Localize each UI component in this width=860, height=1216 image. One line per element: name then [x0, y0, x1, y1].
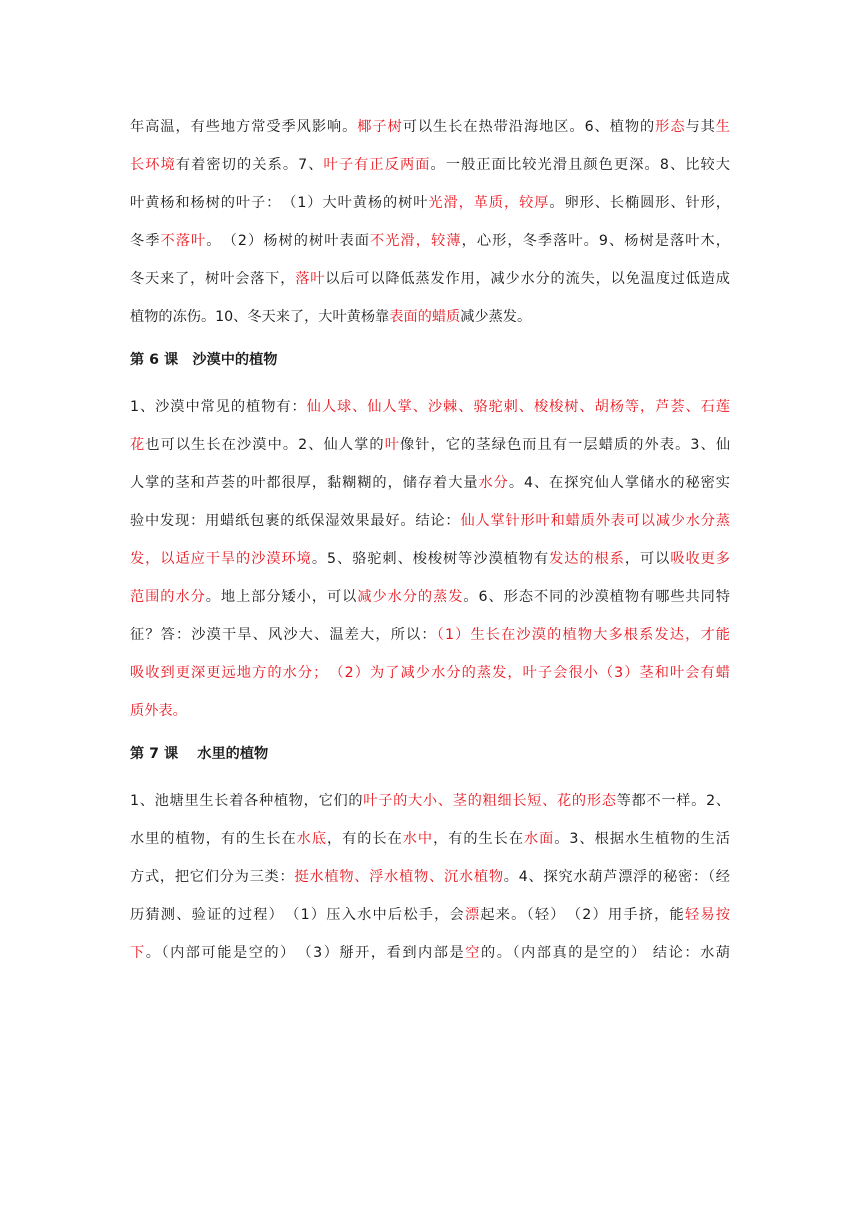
- text-line: [130, 146, 730, 184]
- highlighted-text: 落叶: [295, 271, 326, 287]
- document-body: [130, 108, 730, 972]
- body-text: ，有的生长在: [433, 831, 524, 847]
- highlighted-text: 仙人掌针形叶和蜡质外表可以减少水分蒸: [460, 513, 730, 529]
- body-text: 。5、骆驼刺、梭梭树等沙漠植物有: [311, 551, 550, 567]
- text-line: [130, 934, 730, 972]
- text-line: [130, 260, 730, 298]
- highlighted-text: 水分: [478, 475, 509, 491]
- highlighted-text: 椰子树: [357, 119, 403, 135]
- body-text: ，心形，冬季落叶。9、杨树是落叶木，: [461, 233, 730, 249]
- text-line: [130, 782, 730, 820]
- body-text: 验中发现：用蜡纸包裹的纸保湿效果最好。结论：: [130, 513, 461, 529]
- highlighted-text: 质外表。: [130, 703, 187, 719]
- body-text: 也可以生长在沙漠中。2、仙人掌的: [145, 437, 385, 453]
- text-line: [130, 502, 730, 540]
- body-text: 。4、在探究仙人掌储水的秘密实: [508, 475, 730, 491]
- body-text: ，可以: [624, 551, 671, 567]
- highlighted-text: 发达的根系: [549, 551, 625, 567]
- highlighted-text: 发，以适应干旱的沙漠环境: [130, 551, 312, 567]
- highlighted-text: 漂: [464, 907, 481, 923]
- text-line: [130, 896, 730, 934]
- highlighted-text: 不落叶: [160, 233, 207, 249]
- body-text: 。6、形态不同的沙漠植物有哪些共同特: [463, 589, 730, 605]
- body-text: 年高温，有些地方常受季风影响。: [130, 119, 358, 135]
- body-text: 方式，把它们分为三类：: [130, 869, 295, 885]
- body-text: 起来。（轻） （2）用手挤，能: [480, 907, 685, 923]
- body-text: 第 6 课 沙漠中的植物: [130, 352, 278, 368]
- body-text: 像针，它的茎绿色而且有一层蜡质的外表。3、仙: [400, 437, 730, 453]
- body-text: 的。（内部真的是空的） 结论：水葫: [480, 945, 730, 961]
- body-text: 减少蒸发。: [460, 309, 532, 325]
- highlighted-text: 叶子的大小、茎的粗细长短、花的形态: [363, 793, 617, 809]
- highlighted-text: 形态: [655, 119, 686, 135]
- highlighted-text: 水中: [402, 831, 434, 847]
- body-text: 叶黄杨和杨树的叶子： （1）大叶黄杨的树叶: [130, 195, 429, 211]
- body-text: 人掌的茎和芦荟的叶都很厚，黏糊糊的，储存着大量: [130, 475, 479, 491]
- text-line: [130, 222, 730, 260]
- highlighted-text: 表面的蜡质: [389, 309, 461, 325]
- highlighted-text: 叶: [384, 437, 400, 453]
- section-heading: [130, 342, 730, 378]
- body-text: 历猜测、验证的过程） （1）压入水中后松手，会: [130, 907, 465, 923]
- body-text: 可以生长在热带沿海地区。6、植物的: [402, 119, 656, 135]
- body-text: 。4、探究水葫芦漂浮的秘密：（经: [503, 869, 730, 885]
- body-text: 第 7 课 水里的植物: [130, 746, 269, 762]
- body-text: 征？答：沙漠干旱、风沙大、温差大，所以：: [130, 627, 437, 643]
- text-line: [130, 298, 730, 336]
- text-line: [130, 858, 730, 896]
- highlighted-text: 长环境: [130, 157, 176, 173]
- body-text: 水里的植物，有的生长在: [130, 831, 297, 847]
- highlighted-text: 水面: [523, 831, 555, 847]
- body-text: 1、沙漠中常见的植物有：: [130, 399, 307, 415]
- highlighted-text: 叶子有正反两面: [323, 157, 431, 173]
- text-line: [130, 692, 730, 730]
- text-line: [130, 654, 730, 692]
- body-text: 。一般正面比较光滑且颜色更深。8、比较大: [430, 157, 730, 173]
- body-text: 冬天来了，树叶会落下，: [130, 271, 296, 287]
- body-text: 。地上部分矮小，可以: [205, 589, 358, 605]
- text-line: [130, 540, 730, 578]
- text-line: [130, 820, 730, 858]
- highlighted-text: 光滑，革质，较厚: [428, 195, 550, 211]
- body-text: ，有的长在: [326, 831, 403, 847]
- highlighted-text: 空: [465, 945, 481, 961]
- body-text: 等都不一样。2、: [616, 793, 730, 809]
- body-text: 冬季: [130, 233, 161, 249]
- highlighted-text: 吸收到更深更远地方的水分； （2）为了减少水分的蒸发，叶子会很小（3）茎和叶会有蜡: [130, 665, 730, 681]
- text-line: [130, 426, 730, 464]
- highlighted-text: 生: [715, 119, 730, 135]
- body-text: 。 （2）杨树的树叶表面: [206, 233, 371, 249]
- highlighted-text: 减少水分的蒸发: [357, 589, 464, 605]
- body-text: 。3、根据水生植物的生活: [554, 831, 730, 847]
- highlighted-text: 水底: [296, 831, 327, 847]
- body-text: 。卵形、长椭圆形、针形，: [549, 195, 730, 211]
- highlighted-text: 不光滑，较薄: [370, 233, 462, 249]
- body-text: 有着密切的关系。7、: [175, 157, 324, 173]
- text-line: [130, 184, 730, 222]
- body-text: 植物的冻伤。10、冬天来了，大叶黄杨靠: [130, 309, 390, 325]
- highlighted-text: （1）生长在沙漠的植物大多根系发达，才能: [436, 627, 730, 643]
- highlighted-text: 花: [130, 437, 146, 453]
- body-text: 1、池塘里生长着各种植物，它们的: [130, 793, 364, 809]
- body-text: 与其: [685, 119, 716, 135]
- body-text: 。（内部可能是空的） （3）掰开，看到内部是: [145, 945, 466, 961]
- highlighted-text: 下: [130, 945, 146, 961]
- highlighted-text: 范围的水分: [130, 589, 206, 605]
- section-heading: [130, 736, 730, 772]
- body-text: 以后可以降低蒸发作用，减少水分的流失，以免温度过低造成: [325, 271, 730, 287]
- text-line: [130, 464, 730, 502]
- highlighted-text: 轻易按: [684, 907, 730, 923]
- text-line: [130, 108, 730, 146]
- highlighted-text: 仙人球、仙人掌、沙棘、骆驼刺、梭梭树、胡杨等，芦荟、石莲: [306, 399, 730, 415]
- text-line: [130, 616, 730, 654]
- text-line: [130, 578, 730, 616]
- highlighted-text: 挺水植物、浮水植物、沉水植物: [294, 869, 504, 885]
- highlighted-text: 吸收更多: [670, 551, 730, 567]
- text-line: [130, 388, 730, 426]
